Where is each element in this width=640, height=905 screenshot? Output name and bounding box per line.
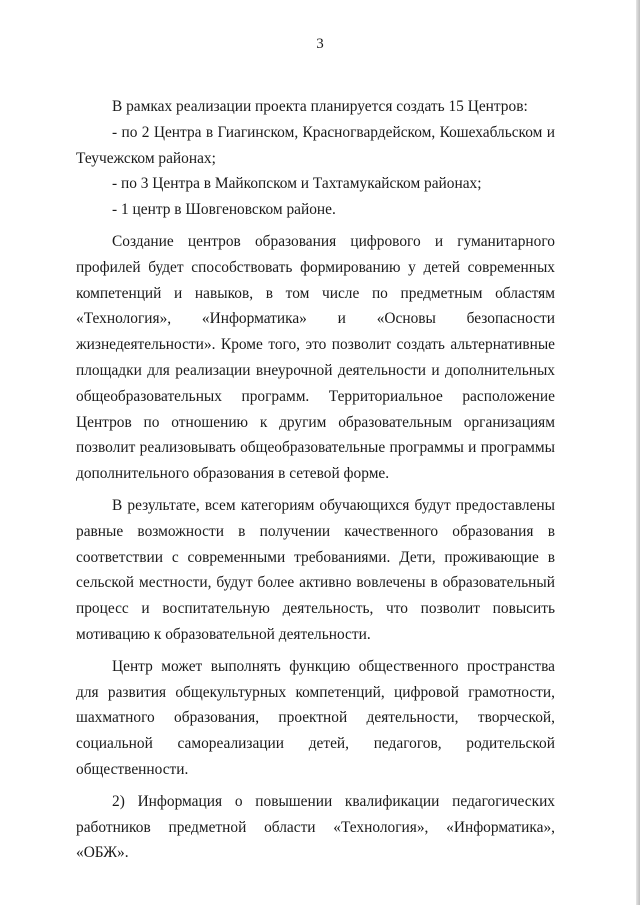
paragraph-center-function: Центр может выполнять функцию общественного пространства для развития общекультурных компетенций, цифровой грамотности, шахматного образования, проектной деятельности, творческой, социальной самореализации детей, педагогов, родительской общественности.: [76, 657, 555, 778]
paragraph-qualification-info: 2) Информация о повышении квалификации педагогических работников предметной области «Технология», «Информатика», «ОБЖ».: [76, 792, 555, 862]
list-item: - по 2 Центра в Гиагинском, Красногвардейском, Кошехабльском и Теучежском районах;: [76, 123, 555, 167]
list-item: - по 3 Центра в Майкопском и Тахтамукайском районах;: [112, 175, 482, 193]
page-number: 3: [316, 36, 324, 52]
paragraph-intro: В рамках реализации проекта планируется создать 15 Центров:: [112, 98, 528, 115]
document-body: [76, 94, 555, 866]
list-item: - 1 центр в Шовгеновском районе.: [112, 201, 336, 219]
scan-edge: [636, 0, 640, 905]
paragraph-result: В результате, всем категориям обучающихся будут предоставлены равные возможности в получении качественного образования в соответствии с современными требованиями. Дети, проживающие в сельской местности, будут более активно вовлечены в образовательный процесс и воспитательную деятельность, что позволит повысить мотивацию к образовательной деятельности.: [76, 496, 555, 643]
paragraph-centers-creation: Создание центров образования цифрового и гуманитарного профилей будет способствовать формированию у детей современных компетенций и навыков, в том числе по предметным областям «Технология», «Информатика» и «Основы безопасности жизнедеятельности». Кроме того, это позволит создать альтернативные площадки для реализации внеурочной деятельности и дополнительных общеобразовательных программ. Территориальное расположение Центров по отношению к другим образовательным организациям позволит реализовывать общеобразовательные программы и программы дополнительного образования в сетевой форме.: [76, 232, 555, 483]
